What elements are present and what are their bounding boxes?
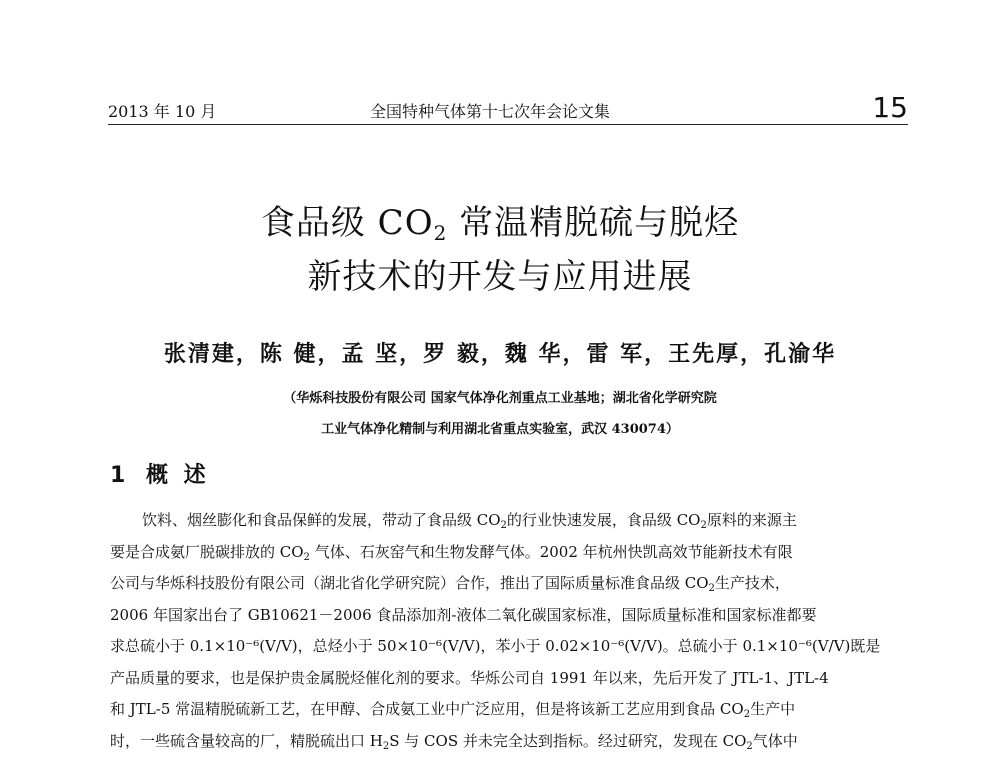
header-journal-title: 全国特种气体第十七次年会论文集 (370, 102, 611, 121)
body-line: 求总硫小于 0.1×10⁻⁶(V/V)，总烃小于 50×10⁻⁶(V/V)，苯小于 0.02×10⁻⁶(V/V)。总硫小于 0.1×10⁻⁶(V/V)既是 (110, 637, 881, 655)
header-date: 2013 年 10 月 (108, 102, 217, 121)
running-header (108, 91, 908, 124)
body-line: 公司与华烁科技股份有限公司（湖北省化学研究院）合作，推出了国际质量标准食品级 $CO_2$生产技术， (110, 574, 790, 594)
section-title: 概 述 (146, 463, 210, 488)
body-line: 要是合成氨厂脱碳排放的 $CO_2$ 气体、石灰窑气和生物发酵气体。2002 年杭州快凯高效节能新技术有限 (110, 542, 793, 563)
body-line: 2006 年国家出台了 GB10621－2006 食品添加剂-液体二氧化碳国家标准，国际质量标准和国家标准都要 (110, 605, 817, 624)
body-line: 和 JTL-5 常温精脱硫新工艺，在甲醇、合成氨工业中广泛应用，但是将该新工艺应用到食品 $CO_2$生产中 (110, 700, 796, 720)
header-rule (108, 124, 908, 125)
affiliation-line-1: （华烁科技股份有限公司 国家气体净化剂重点工业基地；湖北省化学研究院 (283, 391, 717, 406)
affiliation-line-2: 工业气体净化精制与利用湖北省重点实验室，武汉 430074） (321, 422, 679, 437)
paper-title-line-1: 食品级 $CO_2$ 常温精脱硫与脱烃 (260, 203, 740, 245)
page-number: 15 (872, 91, 908, 124)
paper-title-line-2: 新技术的开发与应用进展 (307, 257, 693, 297)
body-paragraph (110, 505, 910, 757)
section-number: 1 (110, 463, 126, 488)
section-heading (110, 458, 210, 489)
body-line: 产品质量的要求，也是保护贵金属脱烃催化剂的要求。华烁公司自 1991 年以来，先后开发了 JTL-1、JTL-4 (110, 668, 829, 687)
author-list: 张清建，陈 健，孟 坚，罗 毅，魏 华，雷 军，王先厚，孔渝华 (163, 341, 837, 367)
body-line: 饮料、烟丝膨化和食品保鲜的发展，带动了食品级 $CO_2$的行业快速发展，食品级 $CO_2$原料的来源主 (142, 511, 797, 531)
body-line: 时，一些硫含量较高的厂，精脱硫出口 $H_2S$ 与 COS 并未完全达到指标。经过研究，发现在 $CO_2$气体中 (110, 731, 798, 752)
